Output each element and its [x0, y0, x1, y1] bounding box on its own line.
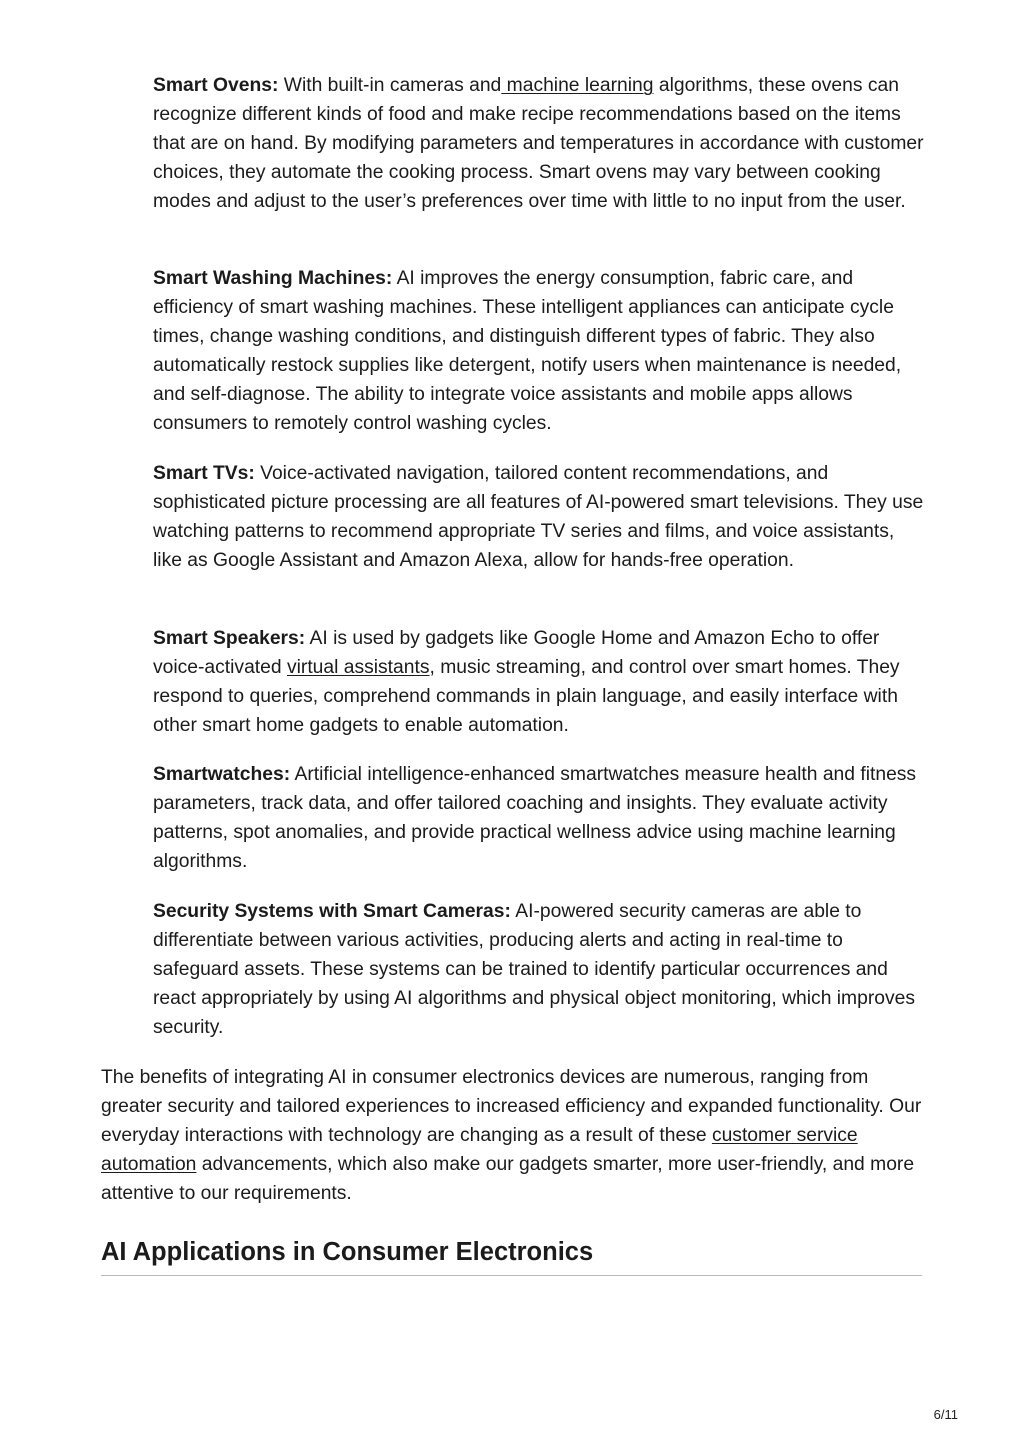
smart-ovens-title: Smart Ovens: — [153, 75, 279, 96]
smartwatches-text: Artificial intelligence-enhanced smartwatches measure health and fitness parameters, track data, and offer tailored coaching and insights. They evaluate activity patterns, spot anomalies, and provide practical wellness advice using machine learning algorithms. — [153, 764, 917, 872]
summary-text-before: The benefits of integrating AI in consumer electronics devices are numerous, ranging from greater security and tailored experiences to increased efficiency and expanded functionality. Our everyday interactions with technology are changing as a result of these — [101, 1067, 922, 1146]
smart-washing-machines-paragraph — [153, 265, 925, 438]
summary-text-after: advancements, which also make our gadgets smarter, more user-friendly, and more attentive to our requirements. — [101, 1153, 915, 1204]
smart-washing-machines-text: AI improves the energy consumption, fabric care, and efficiency of smart washing machines. These intelligent appliances can anticipate cycle times, change washing conditions, and distinguish different types of fabric. They also automatically restock supplies like detergent, notify users when maintenance is needed, and self-diagnose. The ability to integrate voice assistants and mobile apps allows consumers to remotely control washing cycles. — [153, 268, 902, 434]
summary-paragraph — [101, 1064, 923, 1209]
security-systems-title: Security Systems with Smart Cameras: — [153, 901, 511, 922]
smartwatches-paragraph — [153, 761, 925, 877]
section-heading: AI Applications in Consumer Electronics — [101, 1238, 594, 1266]
smart-speakers-title: Smart Speakers: — [153, 628, 306, 649]
machine-learning-link[interactable]: machine learning — [501, 75, 654, 96]
smart-tvs-title: Smart TVs: — [153, 463, 255, 484]
smart-washing-machines-title: Smart Washing Machines: — [153, 268, 393, 289]
smart-ovens-text-before: With built-in cameras and — [278, 75, 502, 96]
heading-divider — [101, 1275, 922, 1276]
smart-tvs-text: Voice-activated navigation, tailored content recommendations, and sophisticated picture processing are all features of AI-powered smart televisions. They use watching patterns to recommend appropriate TV series and films, and voice assistants, like as Google Assistant and Amazon Alexa, allow for hands-free operation. — [153, 463, 924, 571]
smart-tvs-paragraph — [153, 460, 925, 576]
security-systems-paragraph — [153, 898, 925, 1043]
smart-speakers-paragraph — [153, 625, 925, 741]
page-number: 6/11 — [933, 1407, 958, 1422]
smart-ovens-paragraph — [153, 72, 925, 217]
security-systems-text: AI-powered security cameras are able to differentiate between various activities, producing alerts and acting in real-time to safeguard assets. These systems can be trained to identify particular occurrences and react appropriately by using AI algorithms and physical object monitoring, which improves security. — [153, 901, 915, 1038]
smart-ovens-text-after: algorithms, these ovens can recognize different kinds of food and make recipe recommendations based on the items that are on hand. By modifying parameters and temperatures in accordance with customer choices, they automate the cooking process. Smart ovens may vary between cooking modes and adjust to the user’s preferences over time with little to no input from the user. — [153, 75, 924, 212]
virtual-assistants-link[interactable]: virtual assistants — [286, 656, 430, 678]
customer-service-automation-link[interactable]: customer service automation — [101, 1124, 858, 1175]
smart-speakers-text-after: , music streaming, and control over smart homes. They respond to queries, comprehend commands in plain language, and easily interface with other smart home gadgets to enable automation. — [153, 656, 900, 736]
smart-speakers-text-before: AI is used by gadgets like Google Home and Amazon Echo to offer voice-activated — [153, 628, 880, 678]
smartwatches-title: Smartwatches: — [153, 764, 291, 785]
